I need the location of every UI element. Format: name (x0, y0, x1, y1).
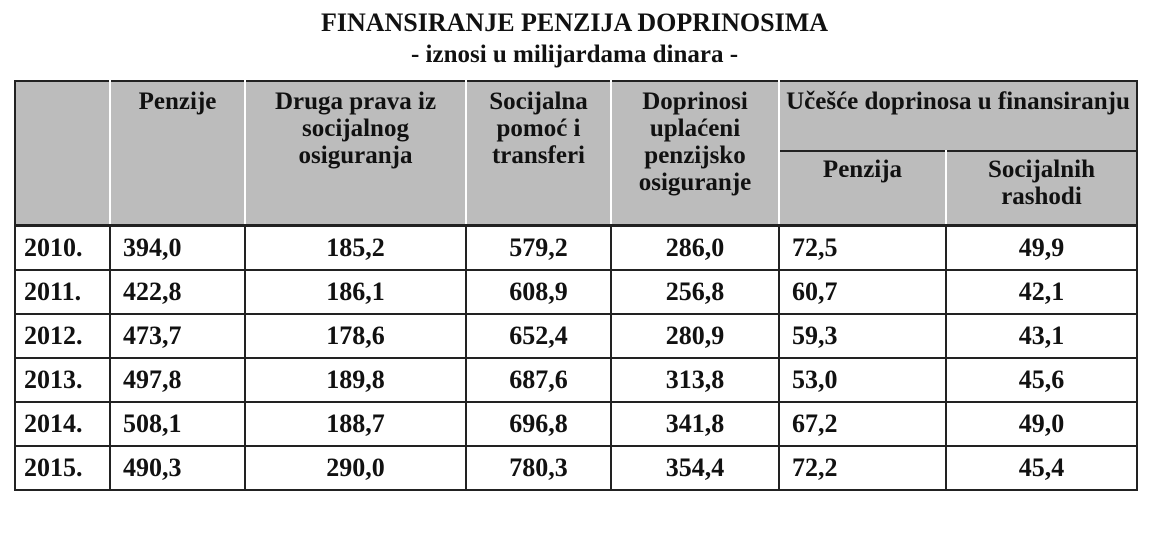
table-row (15, 446, 1137, 490)
cell-contributions: 354,4 (611, 446, 779, 490)
cell-year: 2011. (15, 270, 110, 314)
cell-pensions: 422,8 (110, 270, 245, 314)
header-share-group: Učešće doprinosa u finansiranju (779, 81, 1137, 151)
cell-other-rights: 178,6 (245, 314, 466, 358)
page-title: FINANSIRANJE PENZIJA DOPRINOSIMA (320, 8, 829, 37)
header-contributions: Doprinosi uplaćeni penzijsko osiguranje (611, 81, 779, 226)
table-row (15, 402, 1137, 446)
cell-other-rights: 185,2 (245, 226, 466, 271)
cell-share-social: 43,1 (946, 314, 1137, 358)
cell-share-pensions: 67,2 (779, 402, 946, 446)
cell-other-rights: 189,8 (245, 358, 466, 402)
table-header (15, 81, 1137, 226)
cell-other-rights: 290,0 (245, 446, 466, 490)
table-row (15, 314, 1137, 358)
header-share-pensions: Penzija (779, 151, 946, 226)
table-row (15, 358, 1137, 402)
cell-pensions: 490,3 (110, 446, 245, 490)
table-row (15, 226, 1137, 271)
cell-contributions: 256,8 (611, 270, 779, 314)
cell-contributions: 341,8 (611, 402, 779, 446)
cell-share-social: 49,0 (946, 402, 1137, 446)
cell-social-aid: 608,9 (466, 270, 611, 314)
header-share-social: Socijalnih rashodi (946, 151, 1137, 226)
cell-share-social: 49,9 (946, 226, 1137, 271)
cell-social-aid: 696,8 (466, 402, 611, 446)
cell-year: 2010. (15, 226, 110, 271)
cell-contributions: 280,9 (611, 314, 779, 358)
cell-contributions: 286,0 (611, 226, 779, 271)
cell-share-pensions: 60,7 (779, 270, 946, 314)
cell-social-aid: 687,6 (466, 358, 611, 402)
header-other-rights: Druga prava iz socijalnog osiguranja (245, 81, 466, 226)
cell-pensions: 508,1 (110, 402, 245, 446)
cell-share-social: 45,6 (946, 358, 1137, 402)
cell-share-pensions: 72,2 (779, 446, 946, 490)
header-year (15, 81, 110, 226)
cell-year: 2013. (15, 358, 110, 402)
cell-social-aid: 652,4 (466, 314, 611, 358)
cell-other-rights: 188,7 (245, 402, 466, 446)
cell-social-aid: 780,3 (466, 446, 611, 490)
table-row (15, 270, 1137, 314)
header-social-aid: Socijalna pomoć i transferi (466, 81, 611, 226)
cell-contributions: 313,8 (611, 358, 779, 402)
cell-pensions: 394,0 (110, 226, 245, 271)
cell-year: 2014. (15, 402, 110, 446)
cell-share-social: 42,1 (946, 270, 1137, 314)
page-subtitle: - iznosi u milijardama dinara - (410, 41, 739, 68)
cell-pensions: 473,7 (110, 314, 245, 358)
cell-other-rights: 186,1 (245, 270, 466, 314)
cell-pensions: 497,8 (110, 358, 245, 402)
pension-financing-table (14, 80, 1138, 491)
table-body (15, 226, 1137, 491)
cell-share-social: 45,4 (946, 446, 1137, 490)
cell-social-aid: 579,2 (466, 226, 611, 271)
cell-share-pensions: 72,5 (779, 226, 946, 271)
cell-year: 2015. (15, 446, 110, 490)
header-pensions: Penzije (110, 81, 245, 226)
cell-share-pensions: 53,0 (779, 358, 946, 402)
cell-year: 2012. (15, 314, 110, 358)
cell-share-pensions: 59,3 (779, 314, 946, 358)
